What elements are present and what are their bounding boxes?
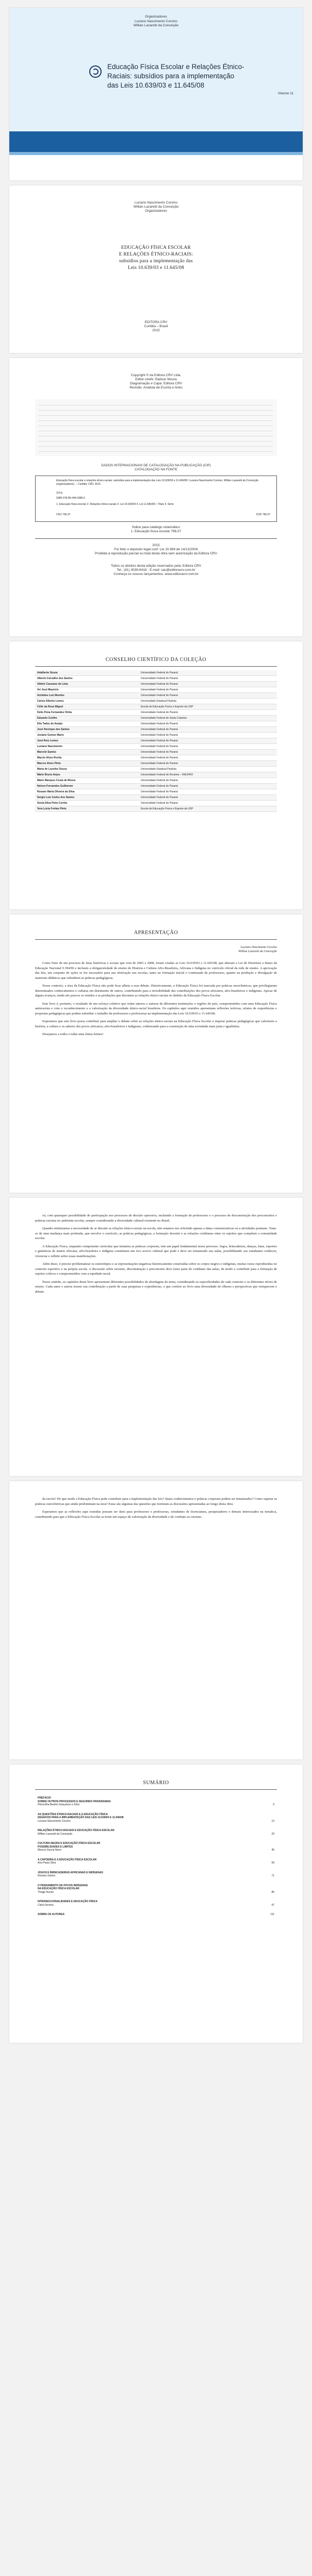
editorial-board-note (38, 402, 273, 454)
council-member-institution: Universidade Federal do Paraná (139, 784, 277, 789)
presentation-title-rule (35, 939, 277, 940)
frontis-organizers-label: Organizadores (145, 209, 167, 213)
index-item: 1. Educação física escolar 796.07 (130, 530, 182, 533)
council-row (35, 750, 277, 755)
index-label: Índice para catálogo sistemático (132, 526, 180, 529)
council-member-institution: Universidade Federal do Paraná (139, 778, 277, 784)
title-page (9, 185, 303, 353)
toc-entry-title: PREFÁCIO (38, 1797, 51, 1800)
presentation-author-2: Willian Lazaretti da Conceição (238, 950, 277, 953)
paragraph: Nesse contexto, a área da Educação Física não pode ficar alheia a esse debate. Historicamente, a Educação Física foi marcada por práticas eurocêntricas, que privilegiaram determinados conhecimentos e culturas em detrimento de outros, contribuindo para a invisibilidade das contribuições dos povos africanos, afro-brasileiros e indígenas. Apesar de alguns avanços, ainda são poucos os estudos e as produções que discutem as relações étnico-raciais no âmbito da Educação Física Escolar. (35, 984, 277, 997)
toc-entry-author: Marcos Garcia Neira (38, 1849, 61, 1852)
cip-agency: CATALOGAÇÃO NA FONTE (135, 468, 177, 471)
paragraph: Este livro é, portanto, o resultado de um esforço coletivo que reúne autores e autoras de diferentes instituições e regiões do país, comprometidos com uma Educação Física antirracista e com o reconhecimento e a valorização da diversidade étnico-racial brasileira. Os capítulos aqui reunidos apresentam reflexões teóricas, relatos de experiências e propostas pedagógicas que podem subsidiar o trabalho de professores e professoras na implementação das Leis 10.639/03 e 11.645/08. (35, 1002, 277, 1015)
toc-entry-title: CULTURA NEGRA E EDUCAÇÃO FÍSICA ESCOLAR (38, 1842, 101, 1845)
council-page (9, 641, 303, 909)
toc-entry-subtitle: POSSIBILIDADES E LIMITES (38, 1845, 73, 1849)
council-member-institution: Universidade Estadual Paulista (139, 699, 277, 704)
toc-entry-author: Luciano Nascimento Corsino (38, 1819, 71, 1823)
cover-organizer-1: Luciano Nascimento Corsino (134, 20, 178, 23)
toc-entry-page: 59 (271, 1861, 274, 1865)
cip-header: DADOS INTERNACIONAIS DE CATALOGAÇÃO NA PUBLICAÇÃO (CIP) (101, 464, 211, 467)
council-member-name: Sonia Silva Pinto Corrêa (35, 801, 139, 806)
council-row (35, 699, 277, 704)
text-page-2 (9, 1198, 303, 1476)
council-row (35, 727, 277, 733)
paragraph: Além disso, é preciso problematizar os estereótipos e as representações negativas historicamente construídas sobre os corpos negros e indígenas, muitas vezes reproduzidas no contexto esportivo e na própria escola. A discussão sobre racismo, discriminação e preconceito deve fazer parte do cotidiano das aulas, de modo a contribuir para a formação de sujeitos críticos e comprometidos com a equidade racial. (35, 1262, 277, 1276)
council-member-name: Ari José Maurício (35, 687, 139, 693)
catalog-divider (35, 538, 277, 539)
council-row (35, 738, 277, 744)
toc-entry-title: INTERSECCIONALIDADES E EDUCAÇÃO FÍSICA (38, 1900, 98, 1903)
toc-entry[interactable] (38, 1900, 274, 1907)
toc-entry-title: JOGOS E BRINCADEIRAS AFRICANAS E INDÍGENAS (38, 1871, 103, 1874)
council-member-name: Aristides Luiz Mendes (35, 693, 139, 699)
presentation-title: APRESENTAÇÃO (134, 930, 178, 936)
paragraph: da escola? De que modo a Educação Física pode contribuir para a implementação das leis? Quais conhecimentos e práticas corporais podem ser tematizados? Como superar as práticas eurocêntricas que ainda predominam na área? Estas são algumas das questões que norteiam as discussões apresentadas ao longo desta obra. (35, 1497, 277, 1506)
toc-title-rule (35, 1789, 277, 1790)
cip-cdd: CDD 796.07 (256, 513, 270, 516)
council-row (35, 682, 277, 687)
council-member-institution: Universidade Federal do Paraná (139, 789, 277, 795)
toc-entry-author: Carla Ferreira (38, 1903, 54, 1907)
council-row (35, 784, 277, 789)
council-member-institution: Universidade Federal do Paraná (139, 795, 277, 801)
toc-entry-page: 45 (271, 1849, 274, 1852)
council-row (35, 676, 277, 682)
council-member-name: Carlos Alberto Lemos (35, 699, 139, 704)
toc-entry-page: 9 (273, 1803, 274, 1806)
council-row (35, 716, 277, 721)
frontis-year: 2015 (152, 329, 160, 332)
legal-text: Foi feito o depósito legal conf. Lei 10.994 de 14/12/2004 (114, 548, 198, 551)
council-member-institution: Universidade Federal do Paraná (139, 755, 277, 761)
toc-entry[interactable] (38, 1884, 274, 1894)
presentation-page (9, 914, 303, 1193)
toc-entry[interactable] (38, 1797, 274, 1807)
council-member-institution: Escola de Educação Física e Esporte da USP (139, 704, 277, 710)
council-row (35, 744, 277, 750)
council-row (35, 789, 277, 795)
toc-entry-page: 85 (271, 1890, 274, 1894)
cip-keywords: 1. Educação física escolar 2. Relações étnico-raciais 3. Lei 10.639/03 4. Lei 11.645/08 I. Título II. Série (56, 503, 174, 506)
council-member-institution: Universidade Federal do Paraná (139, 738, 277, 744)
council-member-institution: Universidade Federal do Paraná (139, 687, 277, 693)
frontis-title-line-3: subsídios para a implementação das (119, 259, 193, 264)
toc-entry[interactable] (38, 1829, 274, 1836)
council-member-institution: Universidade Estadual Paulista (139, 767, 277, 772)
council-member-institution: Universidade Federal do Paraná (139, 801, 277, 806)
council-member-name: José Ruiz Lemos (35, 738, 139, 744)
cip-book-title: Educação física escolar e relações étnico-raciais: subsídios para a implementação das Leis 10.639/03 e 11.645/08 / Luciano Nascimento Corsino, Willian Lazaretti da Conceição (organizadores). – Curitiba: CRV, 2015. (56, 479, 259, 486)
cover-band-accent (9, 152, 303, 155)
council-row (35, 801, 277, 806)
frontis-title-line-4: Leis 10.639/03 e 11.645/08 (127, 265, 185, 270)
toc-entry[interactable] (38, 1913, 274, 1917)
frontis-organizer-2: Willian Lazaretti da Conceição (133, 205, 179, 209)
cip-cdu: CDU 796:37 (56, 513, 71, 516)
rights-text: Proibida a reprodução parcial ou total desta obra sem autorização da Editora CRV (95, 552, 217, 555)
council-member-name: Rosane Maria Oliveira da Silva (35, 789, 139, 795)
council-row (35, 721, 277, 727)
presentation-author-1: Luciano Nascimento Corsino (240, 946, 277, 949)
cover-organizers-label: Organizadores (145, 15, 167, 19)
cover-band (9, 131, 303, 152)
toc-entry-title: O PENSAMENTO DE POVOS INDÍGENAS (38, 1884, 88, 1887)
editor-line: Editor-chefe: Railson Moura (135, 378, 177, 381)
toc-entry-page: 13 (271, 1819, 274, 1823)
council-member-name: Vera Lúcia Freitas Pinto (35, 806, 139, 812)
council-member-institution: Escola de Educação Física e Esporte da USP (139, 806, 277, 812)
paragraph: Esperamos que as reflexões aqui reunidas possam ser úteis para professores e professoras, estudantes de licenciatura, pesquisadores e demais interessados na temática, contribuindo para que a Educação Física Escolar se torne um espaço de valorização da diversidade e de combate ao racismo. (35, 1510, 277, 1519)
council-member-institution: Universidade Federal do Paraná (139, 682, 277, 687)
page2-body (35, 1213, 277, 1297)
toc-entry[interactable] (38, 1813, 274, 1823)
toc-entry-title: RELAÇÕES ÉTNICO-RACIAIS E EDUCAÇÃO FÍSICA ESCOLAR (38, 1829, 114, 1832)
frontis-title-line-2: E RELAÇÕES ÉTNICO-RACIAIS: (119, 252, 193, 257)
toc-entry-title: AS QUESTÕES ÉTNICO-RACIAIS E A EDUCAÇÃO FÍSICA (38, 1812, 108, 1816)
cover-organizer-2: Willian Lazaretti da Conceição (133, 24, 179, 27)
paragraph: Nesse sentido, os capítulos deste livro apresentam diferentes possibilidades de abordagem do tema, considerando as especificidades de cada contexto e os diferentes níveis de ensino. Cada autor e autora trouxe sua contribuição a partir de suas pesquisas e experiências, o que confere ao livro uma diversidade de olhares e perspectivas que enriquecem o debate. (35, 1280, 277, 1294)
toc-entry-subtitle: NA EDUCAÇÃO FÍSICA ESCOLAR (38, 1887, 79, 1890)
publisher-site: Conheça os nossos lançamentos: www.editoracrv.com.br (113, 572, 199, 576)
council-member-institution: Universidade Federal do Paraná (139, 710, 277, 716)
paragraph: vá, com quaisquer possibilidade de participação nos processos de decisão opressiva, incluindo a formação de professores e o processo de desconstrução dos preconceitos e práticas racistas no ambiente escolar, sempre considerando a diversidade cultural existente no Brasil. (35, 1214, 277, 1223)
cip-box (35, 476, 277, 522)
toc-entry-author: Willian Lazaretti da Conceição (38, 1832, 73, 1836)
cover-title: Educação Física Escolar e Relações Étnico-Raciais: subsídios para a implementação das Leis 10.639/03 e 11.645/08 (107, 63, 244, 89)
cover-volume: Volume 11 (277, 92, 293, 95)
presentation-body (35, 961, 277, 1040)
toc-entry-author: Thiago Nunes (38, 1890, 54, 1894)
council-row (35, 670, 277, 676)
cover-page (9, 8, 303, 180)
paragraph: Desejamos a todos e todas uma ótima leitura! (42, 1032, 104, 1036)
frontis-title-line-1: EDUCAÇÃO FÍSICA ESCOLAR (121, 245, 191, 250)
council-member-name: Marcelo Santos (35, 750, 139, 755)
paragraph: Como fruto de um processo de lutas históricas e sociais que vem de 2003 e 2008, foram criadas as Leis 10.639/03 e 11.645/08, que alteram a Lei de Diretrizes e Bases da Educação Nacional 9.394/96 e incluem a obrigatoriedade do ensino de História e Cultura Afro-Brasileira, Africana e Indígena no currículo oficial da rede de ensino. A aprovação das leis, um conjunto de ações se fez necessário para sua efetivação nas escolas, tanto na formação inicial e continuada de professores, quanto na produção e divulgação de materiais didáticos que subsidiem as práticas pedagógicas. (35, 961, 277, 980)
council-member-name: Mário Marques Costa de Moura (35, 778, 139, 784)
council-member-institution: Universidade Federal do Paraná (139, 676, 277, 682)
toc-page (9, 1765, 303, 2043)
toc-entry-author: Petronilha Beatriz Gonçalves e Silva (38, 1803, 79, 1806)
council-row (35, 795, 277, 801)
toc-title: SUMÁRIO (143, 1780, 169, 1786)
toc-entry-page: 71 (271, 1874, 274, 1877)
council-member-institution: Universidade Federal do Paraná (139, 733, 277, 738)
toc-entry-title: A CAPOEIRA E A EDUCAÇÃO FÍSICA ESCOLAR (38, 1858, 97, 1861)
council-member-institution: Universidade Federal do Paraná (139, 744, 277, 750)
toc-entry-page: 111 (270, 1913, 274, 1916)
toc-entry[interactable] (38, 1858, 274, 1865)
cip-isbn: ISBN 978-85-444-0386-6 (56, 497, 85, 500)
council-member-name: José Henrique dos Santos (35, 727, 139, 733)
council-row (35, 704, 277, 710)
council-member-institution: Universidade Federal do Paraná (139, 750, 277, 755)
toc-entry-author: Ana Paula Silva (38, 1861, 56, 1865)
council-member-name: Eduardo Coelho (35, 716, 139, 721)
toc-entry[interactable] (38, 1871, 274, 1878)
frontis-organizer-1: Luciano Nascimento Corsino (134, 201, 178, 205)
council-member-name: Delio Pena Fernandes Vinha (35, 710, 139, 716)
presentation-authors (238, 945, 277, 954)
council-member-name: Elio Tadeu de Araújo (35, 721, 139, 727)
council-member-name: Célio da Rosa Miguel (35, 704, 139, 710)
council-row (35, 710, 277, 716)
council-row (35, 767, 277, 772)
council-member-institution: Universidade Federal do Paraná (139, 761, 277, 767)
council-member-institution: Universidade Federal do Paraná (139, 721, 277, 727)
council-member-name: Marcio Alves Rocha (35, 755, 139, 761)
council-row (35, 755, 277, 761)
council-member-name: Sergio Luiz Carlos dos Santos (35, 795, 139, 801)
council-row (35, 693, 277, 699)
council-row (35, 772, 277, 778)
editorial-board-block (35, 399, 277, 456)
paragraph: Esperamos que este livro possa contribuir para ampliar o debate sobre as relações étnico-raciais na Educação Física Escolar e inspirar práticas pedagógicas que valorizem a história, a cultura e os saberes dos povos africanos, afro-brasileiros e indígenas, colaborando para a construção de uma sociedade mais justa e igualitária. (35, 1020, 277, 1028)
council-row (35, 733, 277, 738)
toc-entry-title: SOBRE OS AUTORES (38, 1913, 64, 1916)
contact-phone: Tel.: (41) 3039-6418 - E-mail: sac@editoracrv.com.br (117, 568, 195, 572)
toc-entry-subtitle: DESAFIOS PARA A IMPLEMENTAÇÃO DAS LEIS 10.639/03 E 11.645/08 (38, 1816, 124, 1819)
council-member-name: Maria de Lourdes Souza (35, 767, 139, 772)
toc-entry-author: Rosana Santos (38, 1874, 56, 1877)
legal-year: 2015 (152, 544, 160, 547)
council-member-name: Nelson Fernandes Guilherme (35, 784, 139, 789)
council-row (35, 806, 277, 812)
council-row (35, 778, 277, 784)
toc-entry-subtitle: SOBRE OUTROS PROCESSOS E SEGUINDO PARADIGMAS (38, 1800, 111, 1803)
council-member-institution: Universidade Federal do Paraná (139, 727, 277, 733)
toc-entry-page: 97 (271, 1903, 274, 1907)
council-member-name: Mário Bruno Anjos (35, 772, 139, 778)
council-title-rule (35, 666, 277, 667)
council-row (35, 761, 277, 767)
council-member-name: Adalberto Souza (35, 670, 139, 676)
cip-pages: 114 p. (56, 492, 63, 495)
council-member-name: Luciano Nascimento (35, 744, 139, 750)
council-member-name: Marcos Alves Pinto (35, 761, 139, 767)
catalog-page (9, 358, 303, 636)
council-member-institution: Universidade Federal de Roraima – RAUFRO (139, 772, 277, 778)
text-page-3 (9, 1481, 303, 1759)
frontis-city: Curitiba – Brasil (144, 325, 168, 328)
council-member-institution: Universidade Federal de Santa Catarina (139, 716, 277, 721)
toc-entry-page: 29 (271, 1832, 274, 1836)
paragraph: Quando enfatizamos a necessidade de se discutir as relações étnico-raciais na escola, não estamos nos referindo apenas a datas comemorativas ou a atividades pontuais. Trata-se de uma mudança mais profunda, que envolve o currículo, as práticas pedagógicas, a formação docente e as relações cotidianas entre os sujeitos que compõem a comunidade escolar. (35, 1227, 277, 1240)
council-table (35, 670, 277, 812)
copyright-line: Copyright © da Editora CRV Ltda. (130, 374, 182, 377)
layout-line: Diagramação e Capa: Editora CRV (129, 382, 183, 385)
council-row (35, 687, 277, 693)
toc-entry[interactable] (38, 1842, 274, 1852)
council-member-name: Josiane Gomes Mario (35, 733, 139, 738)
page3-body (35, 1497, 277, 1522)
council-member-name: Alberto Carvalho dos Santos (35, 676, 139, 682)
council-member-institution: Universidade Federal do Paraná (139, 693, 277, 699)
publisher-logo-icon (89, 65, 102, 78)
council-title: CONSELHO CIENTÍFICO DA COLEÇÃO (105, 657, 207, 663)
council-member-institution: Universidade Federal do Paraná (139, 670, 277, 676)
council-member-name: Aldmir Cassiano de Lima (35, 682, 139, 687)
frontis-publisher: EDITORA CRV (144, 320, 168, 324)
paragraph: A Educação Física, enquanto componente curricular que tematiza as práticas corporais, tem um papel fundamental nesse processo. Jogos, brincadeiras, danças, lutas, esportes e ginásticas de matriz africana, afro-brasileira e indígena constituem um rico acervo cultural que pode e deve ser tematizado nas aulas, possibilitando aos estudantes conhecer, vivenciar e refletir sobre essas manifestações. (35, 1244, 277, 1258)
revision-line: Revisão: Analista de Escrita e Artes (129, 386, 183, 389)
rights-text-2: Todos os direitos desta edição reservados pela: Editora CRV (110, 564, 202, 568)
